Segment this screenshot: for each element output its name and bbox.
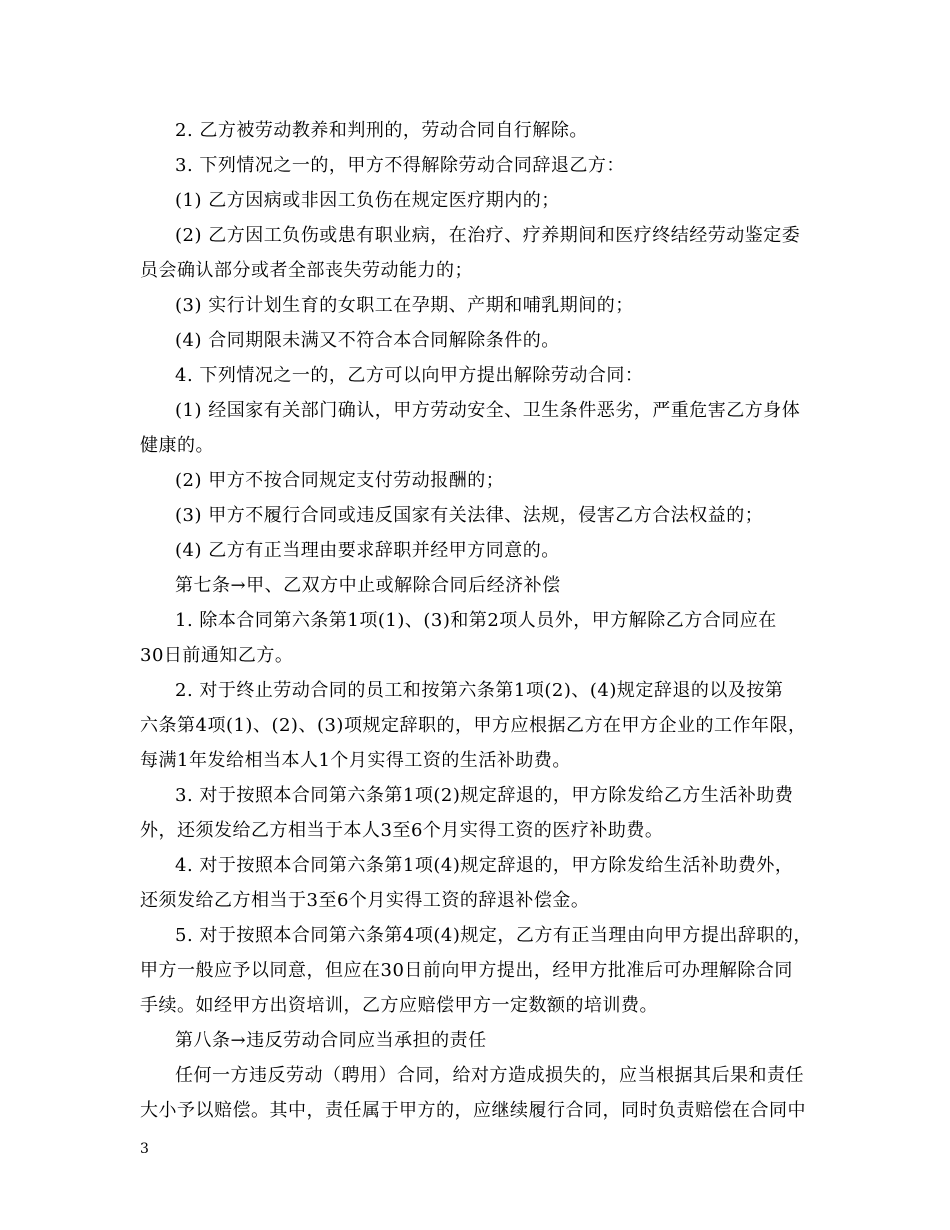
text-line: 手续。如经甲方出资培训，乙方应赔偿甲方一定数额的培训费。 — [140, 995, 658, 1016]
text-line: (4) 合同期限未满又不符合本合同解除条件的。 — [175, 330, 560, 351]
text-line: 2. 乙方被劳动教养和判刑的，劳动合同自行解除。 — [175, 120, 588, 141]
text-line: 还须发给乙方相当于3至6个月实得工资的辞退补偿金。 — [140, 890, 590, 911]
text-line: 外，还须发给乙方相当于本人3至6个月实得工资的医疗补助费。 — [140, 820, 664, 841]
text-line: 甲方一般应予以同意，但应在30日前向甲方提出，经甲方批准后可办理解除合同 — [140, 960, 793, 981]
text-line: 4. 下列情况之一的，乙方可以向甲方提出解除劳动合同： — [175, 365, 644, 386]
text-line: 30日前通知乙方。 — [140, 645, 294, 666]
text-line: (3) 甲方不履行合同或违反国家有关法律、法规，侵害乙方合法权益的； — [175, 505, 764, 526]
text-line: (1) 经国家有关部门确认，甲方劳动安全、卫生条件恶劣，严重危害乙方身体 — [175, 400, 801, 421]
text-line: 5. 对于按照本合同第六条第4项(4)规定，乙方有正当理由向甲方提出辞职的， — [175, 925, 812, 946]
text-line: (2) 乙方因工负伤或患有职业病，在治疗、疗养期间和医疗终结经劳动鉴定委 — [175, 225, 801, 246]
text-line: (4) 乙方有正当理由要求辞职并经甲方同意的。 — [175, 540, 560, 561]
section-heading: 第八条→违反劳动合同应当承担的责任 — [175, 1030, 487, 1051]
text-line: 六条第4项(1)、(2)、(3)项规定辞职的，甲方应根据乙方在甲方企业的工作年限， — [140, 715, 807, 736]
text-line: (3) 实行计划生育的女职工在孕期、产期和哺乳期间的； — [175, 295, 634, 316]
text-line: (1) 乙方因病或非因工负伤在规定医疗期内的； — [175, 190, 560, 211]
text-line: 大小予以赔偿。其中，责任属于甲方的，应继续履行合同，同时负责赔偿在合同中 — [140, 1100, 806, 1121]
text-line: 3. 对于按照本合同第六条第1项(2)规定辞退的，甲方除发给乙方生活补助费 — [175, 785, 794, 806]
text-line: 每满1年发给相当本人1个月实得工资的生活补助费。 — [140, 750, 571, 771]
text-line: 员会确认部分或者全部丧失劳动能力的； — [140, 260, 473, 281]
text-line: 1. 除本合同第六条第1项(1)、(3)和第2项人员外，甲方解除乙方合同应在 — [175, 610, 777, 631]
text-line: (2) 甲方不按合同规定支付劳动报酬的； — [175, 470, 505, 491]
text-line: 4. 对于按照本合同第六条第1项(4)规定辞退的，甲方除发给生活补助费外， — [175, 855, 794, 876]
section-heading: 第七条→甲、乙双方中止或解除合同后经济补偿 — [175, 575, 561, 596]
text-line: 2. 对于终止劳动合同的员工和按第六条第1项(2)、(4)规定辞退的以及按第 — [175, 680, 784, 701]
page-number: 3 — [140, 1141, 149, 1157]
text-line: 3. 下列情况之一的，甲方不得解除劳动合同辞退乙方： — [175, 155, 625, 176]
text-line: 任何一方违反劳动（聘用）合同，给对方造成损失的，应当根据其后果和责任 — [175, 1065, 804, 1086]
text-line: 健康的。 — [140, 435, 214, 456]
